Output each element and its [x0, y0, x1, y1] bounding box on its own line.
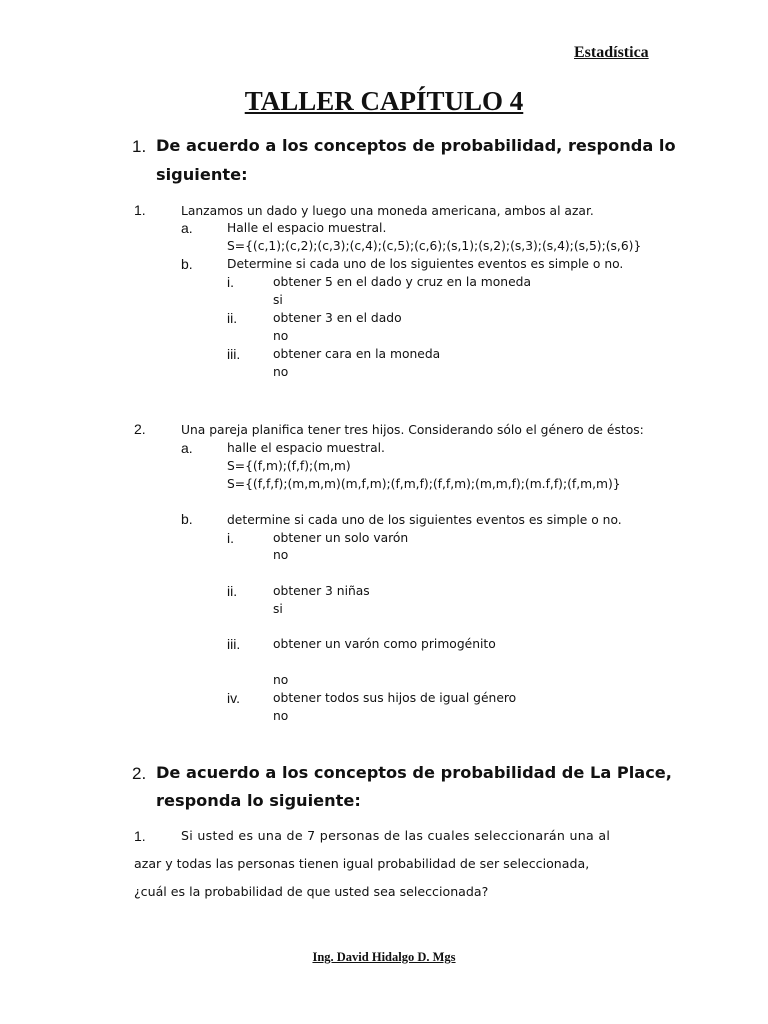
q2-a-answer2: S={(f,f,f);(m,m,m)(m,f,m);(f,m,f);(f,f,m);(m,m,f);(m.f,f);(f,m,m)} [227, 477, 621, 491]
q2-b-text: determine si cada uno de los siguientes eventos es simple o no. [227, 513, 622, 527]
page-title: TALLER CAPÍTULO 4 [244, 86, 524, 116]
q2-text: Una pareja planifica tener tres hijos. Considerando sólo el género de éstos: [181, 423, 644, 437]
q1-b-i-text: obtener 5 en el dado y cruz en la moneda [273, 275, 532, 289]
section1-heading-line2: siguiente: [156, 165, 248, 184]
q1-a-marker: a. [181, 220, 193, 236]
q2-b-i-marker: i. [227, 530, 234, 546]
q1-number: 1. [134, 202, 146, 218]
q2-b-iv-text: obtener todos sus hijos de igual género [273, 691, 517, 705]
s2-q1-line1: Si usted es una de 7 personas de las cuales seleccionarán una al [181, 828, 611, 843]
s2-q1-line2: azar y todas las personas tienen igual probabilidad de ser seleccionada, [134, 856, 590, 871]
q2-b-iii-answer: no [273, 673, 289, 687]
section2-number: 2. [132, 764, 147, 783]
q1-b-ii-text: obtener 3 en el dado [273, 311, 402, 325]
q2-b-ii-text: obtener 3 niñas [273, 584, 370, 598]
q1-b-text: Determine si cada uno de los siguientes eventos es simple o no. [227, 257, 624, 271]
q2-b-iii-text: obtener un varón como primogénito [273, 637, 496, 651]
q1-b-ii-marker: ii. [227, 310, 238, 326]
footer-author: Ing. David Hidalgo D. Mgs [312, 950, 456, 964]
q1-a-text: Halle el espacio muestral. [227, 221, 387, 235]
q2-number: 2. [134, 421, 146, 437]
q1-b-marker: b. [181, 256, 193, 272]
section1-number: 1. [132, 137, 147, 156]
q1-b-ii-answer: no [273, 329, 289, 343]
q1-b-iii-marker: iii. [227, 346, 241, 362]
header-subject: Estadística [574, 44, 649, 61]
q2-a-marker: a. [181, 440, 193, 456]
q1-b-i-marker: i. [227, 274, 234, 290]
q1-text: Lanzamos un dado y luego una moneda americana, ambos al azar. [181, 204, 594, 218]
q2-b-ii-answer: si [273, 602, 283, 616]
q2-b-i-text: obtener un solo varón [273, 531, 409, 545]
s2-q1-number: 1. [134, 828, 146, 844]
q2-b-ii-marker: ii. [227, 583, 238, 599]
q2-b-iii-marker: iii. [227, 636, 241, 652]
q2-a-text: halle el espacio muestral. [227, 441, 385, 455]
q2-b-marker: b. [181, 511, 193, 527]
section2-heading-line1: De acuerdo a los conceptos de probabilidad de La Place, [156, 763, 672, 782]
q1-b-i-answer: si [273, 293, 283, 307]
q1-a-answer: S={(c,1);(c,2);(c,3);(c,4);(c,5);(c,6);(s,1);(s,2);(s,3);(s,4);(s,5);(s,6)} [227, 239, 642, 253]
q1-b-iii-answer: no [273, 365, 289, 379]
q2-b-i-answer: no [273, 548, 289, 562]
q2-a-answer1: S={(f,m);(f,f);(m,m) [227, 459, 351, 473]
q2-b-iv-marker: iv. [227, 690, 240, 706]
q2-b-iv-answer: no [273, 709, 289, 723]
section2-heading-line2: responda lo siguiente: [156, 791, 361, 810]
section1-heading-line1: De acuerdo a los conceptos de probabilidad, responda lo [156, 136, 676, 155]
s2-q1-line3: ¿cuál es la probabilidad de que usted sea seleccionada? [134, 884, 489, 899]
q1-b-iii-text: obtener cara en la moneda [273, 347, 441, 361]
